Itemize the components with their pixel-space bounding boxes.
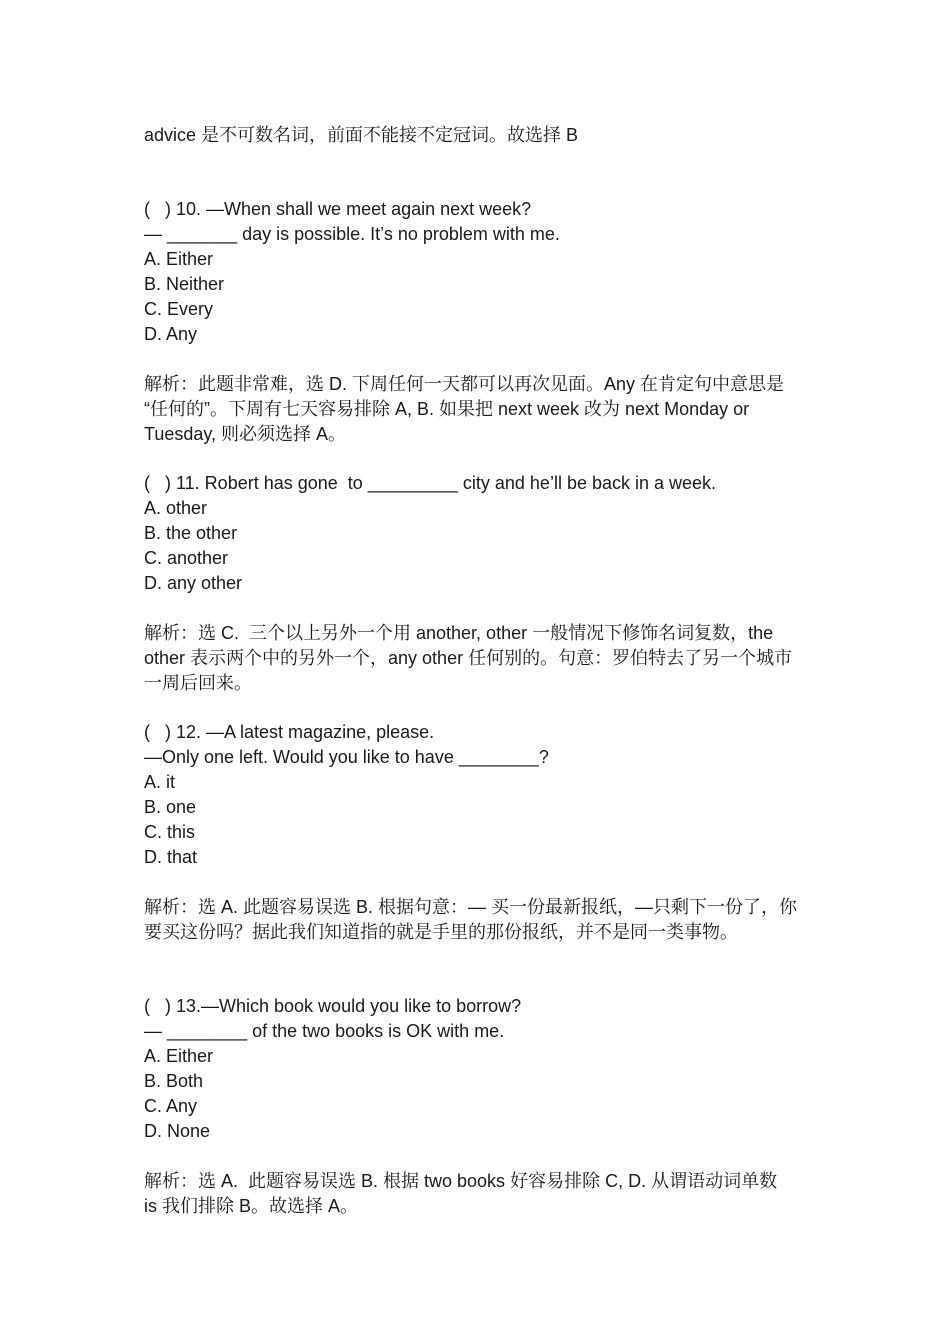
option-b: B. Both — [144, 1071, 204, 1091]
option-c: C. this — [144, 822, 196, 842]
option-b: B. Neither — [144, 274, 225, 294]
question-stem-line: ( ) 12. —A latest magazine, please. — [144, 722, 435, 742]
option-d: D. Any — [144, 324, 198, 344]
intro-note: advice 是不可数名词，前面不能接不定冠词。故选择 B — [144, 125, 579, 145]
analysis-line: 要买这份吗？据此我们知道指的就是手里的那份报纸，并不是同一类事物。 — [144, 922, 738, 942]
analysis-line: is 我们排除 B。故选择 A。 — [144, 1196, 359, 1216]
option-b: B. one — [144, 797, 197, 817]
analysis-line: 解析：选 A. 此题容易误选 B. 根据 two books 好容易排除 C, D. 从谓语动词单数 — [144, 1171, 778, 1191]
option-a: A. other — [144, 498, 208, 518]
analysis-line: “任何的”。下周有七天容易排除 A, B. 如果把 next week 改为 next Monday or — [144, 399, 750, 419]
option-c: C. Any — [144, 1096, 198, 1116]
analysis-line: 一周后回来。 — [144, 673, 252, 693]
question-stem-line: ( ) 10. —When shall we meet again next week? — [144, 199, 532, 219]
option-b: B. the other — [144, 523, 238, 543]
question-stem-line: ( ) 13.—Which book would you like to borrow? — [144, 996, 522, 1016]
option-a: A. Either — [144, 1046, 214, 1066]
analysis-line: 解析：选 C. 三个以上另外一个用 another, other 一般情况下修饰名词复数，the — [144, 623, 774, 643]
question-stem-line: ( ) 11. Robert has gone to _________ city and he’ll be back in a week. — [144, 473, 717, 493]
option-d: D. None — [144, 1121, 211, 1141]
option-c: C. another — [144, 548, 229, 568]
question-stem-line: — _______ day is possible. It’s no problem with me. — [144, 224, 560, 244]
analysis-line: 解析：此题非常难，选 D. 下周任何一天都可以再次见面。Any 在肯定句中意思是 — [144, 374, 785, 394]
analysis-line: 解析：选 A. 此题容易误选 B. 根据句意：— 买一份最新报纸，—只剩下一份了，你 — [144, 897, 798, 917]
question-stem-line: — ________ of the two books is OK with me. — [144, 1021, 505, 1041]
question-stem-line: —Only one left. Would you like to have ________? — [144, 747, 549, 767]
analysis-line: Tuesday, 则必须选择 A。 — [144, 424, 347, 444]
option-d: D. any other — [144, 573, 243, 593]
option-d: D. that — [144, 847, 198, 867]
option-c: C. Every — [144, 299, 214, 319]
option-a: A. Either — [144, 249, 214, 269]
option-a: A. it — [144, 772, 176, 792]
analysis-line: other 表示两个中的另外一个，any other 任何别的。句意：罗伯特去了另一个城市 — [144, 648, 793, 668]
